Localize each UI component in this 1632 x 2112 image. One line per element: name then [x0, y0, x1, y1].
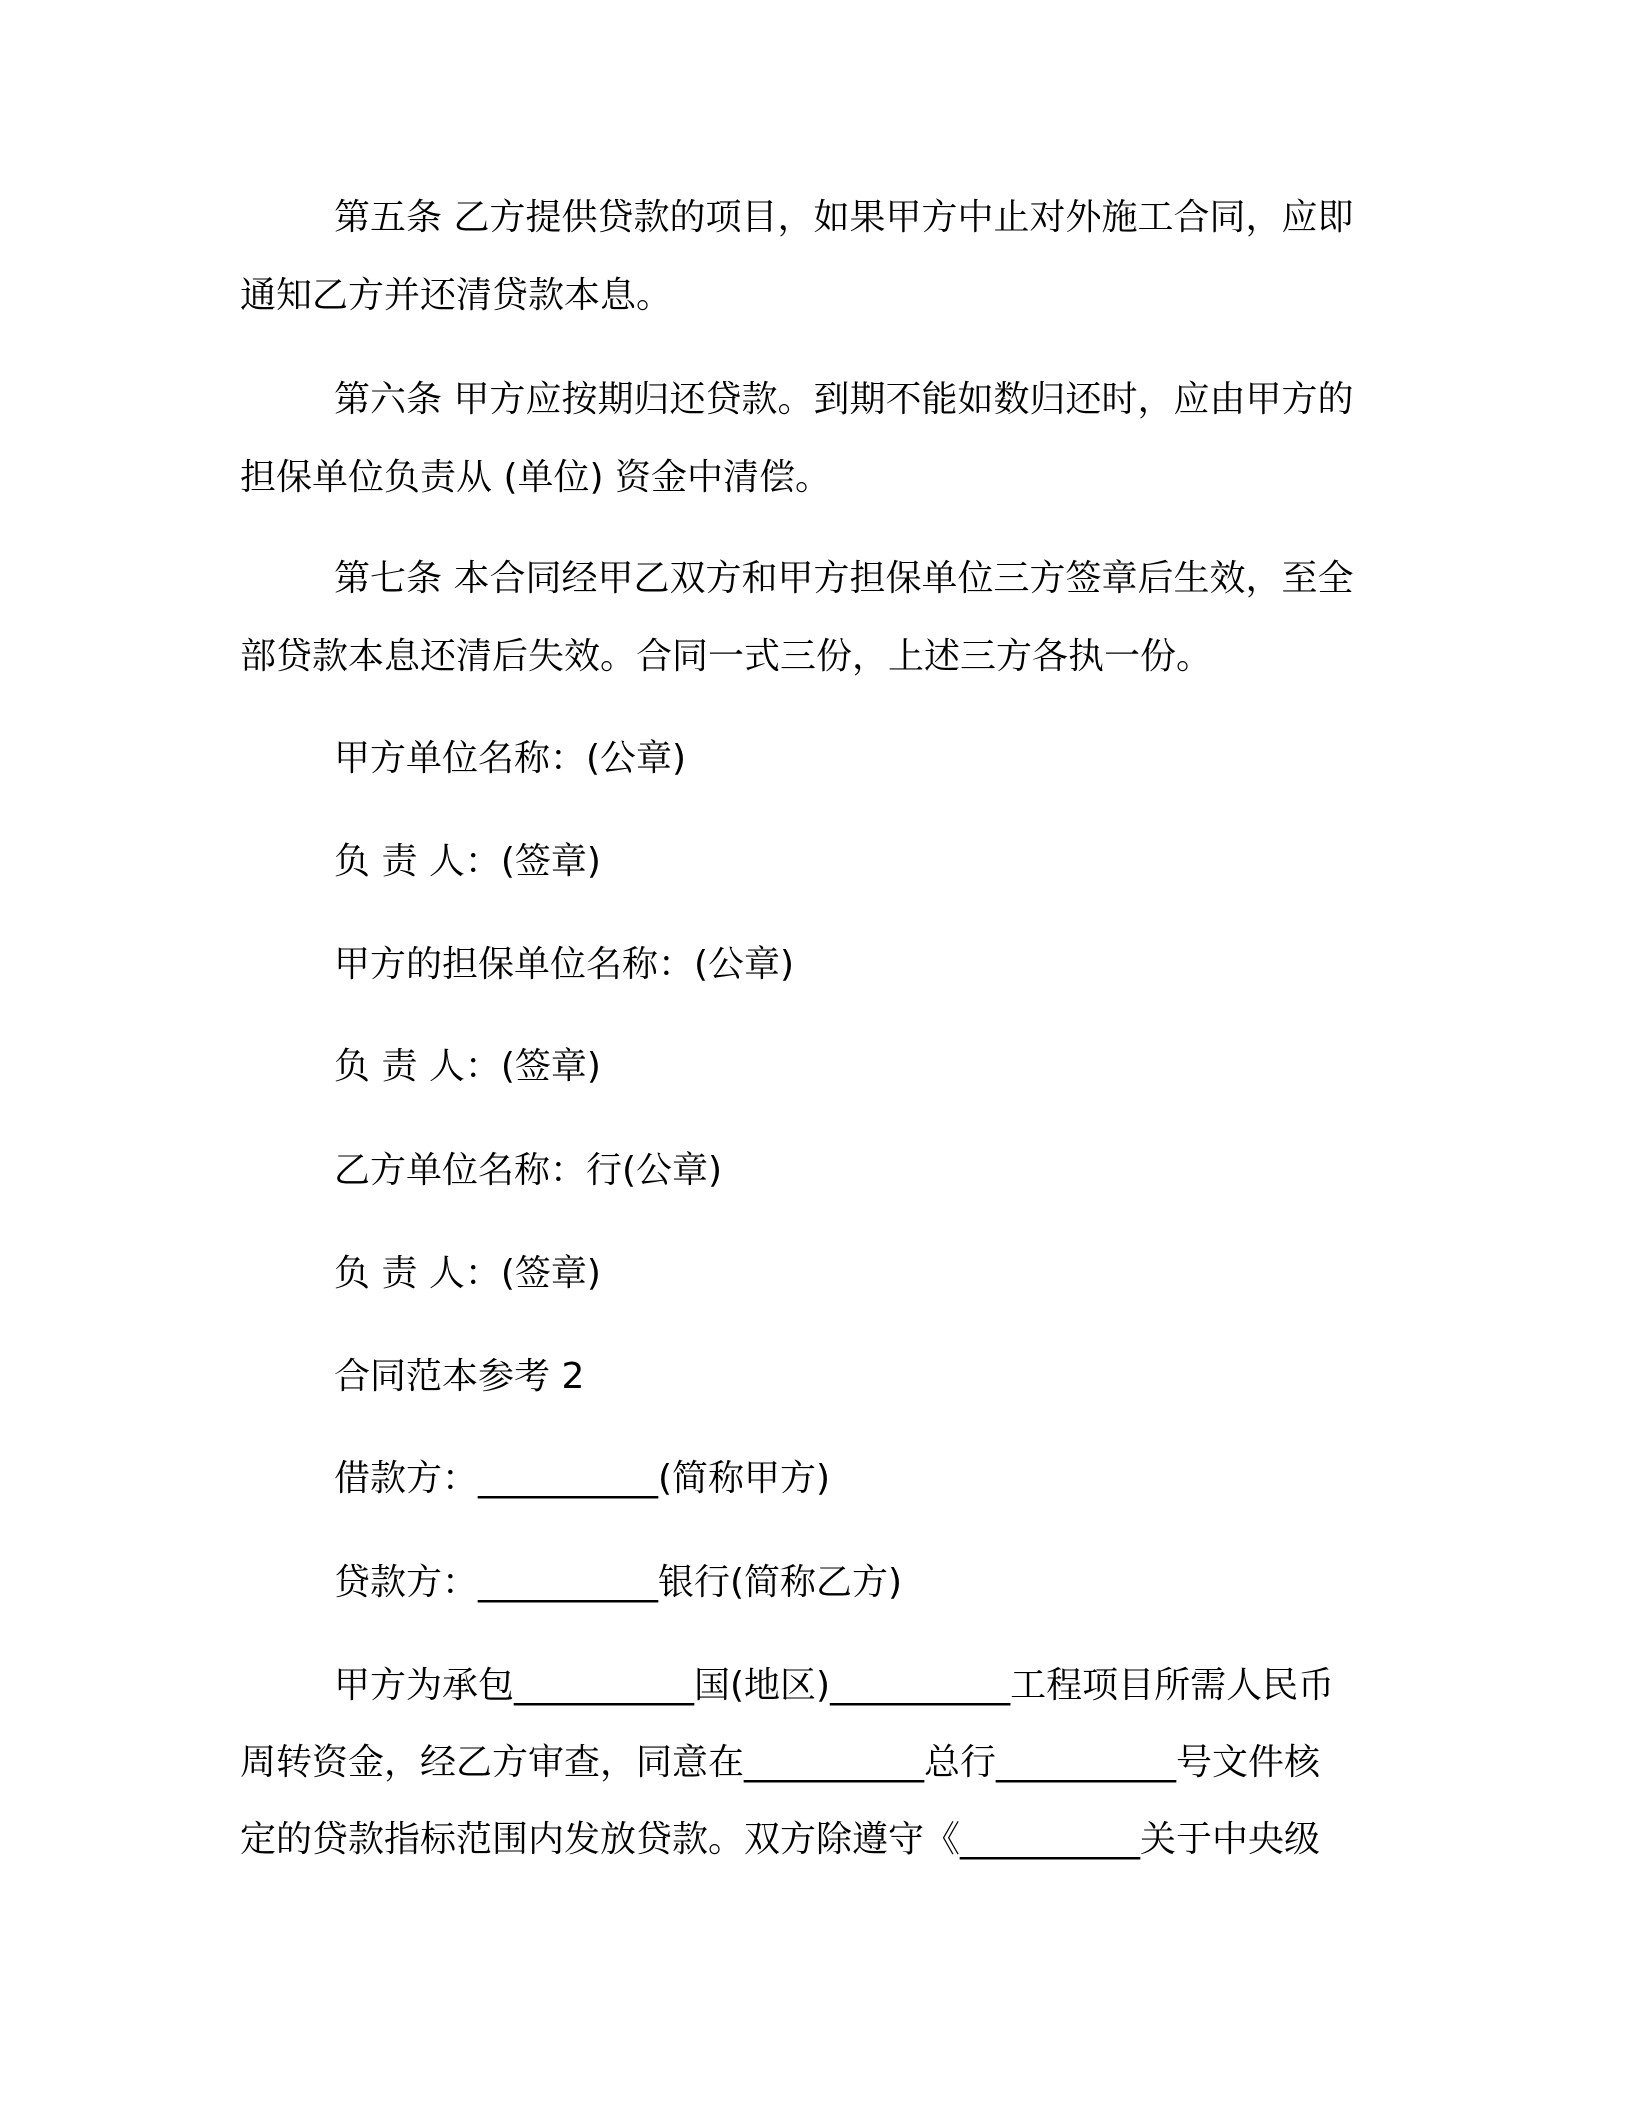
- sample-2-title: 合同范本参考 2: [334, 1356, 585, 1397]
- sample-2-paragraph-line-3: 定的贷款指标范围内发放贷款。双方除遵守《__________关于中央级: [240, 1819, 1321, 1860]
- guarantor-representative-line: 负 责 人：(签章): [334, 1046, 601, 1087]
- article-6-line-2: 担保单位负责从 (单位) 资金中清偿。: [240, 457, 831, 498]
- borrower-line: 借款方：__________(简称甲方): [334, 1458, 831, 1499]
- article-7-line-1: 第七条 本合同经甲乙双方和甲方担保单位三方签章后生效，至全: [334, 558, 1354, 599]
- guarantor-name-line: 甲方的担保单位名称：(公章): [334, 944, 795, 985]
- article-6-line-1: 第六条 甲方应按期归还贷款。到期不能如数归还时，应由甲方的: [334, 379, 1354, 420]
- article-5-line-1: 第五条 乙方提供贷款的项目，如果甲方中止对外施工合同，应即: [334, 197, 1354, 238]
- article-7-line-2: 部贷款本息还清后失效。合同一式三份，上述三方各执一份。: [240, 636, 1213, 677]
- party-a-name-line: 甲方单位名称：(公章): [334, 738, 687, 779]
- party-a-representative-line: 负 责 人：(签章): [334, 841, 601, 882]
- article-5-line-2: 通知乙方并还清贷款本息。: [240, 275, 673, 316]
- party-b-representative-line: 负 责 人：(签章): [334, 1253, 601, 1294]
- sample-2-paragraph-line-1: 甲方为承包__________国(地区)__________工程项目所需人民币: [334, 1665, 1335, 1706]
- sample-2-paragraph-line-2: 周转资金，经乙方审查，同意在__________总行__________号文件核: [240, 1742, 1321, 1783]
- lender-line: 贷款方：__________银行(简称乙方): [334, 1562, 903, 1603]
- party-b-name-line: 乙方单位名称：行(公章): [334, 1150, 723, 1191]
